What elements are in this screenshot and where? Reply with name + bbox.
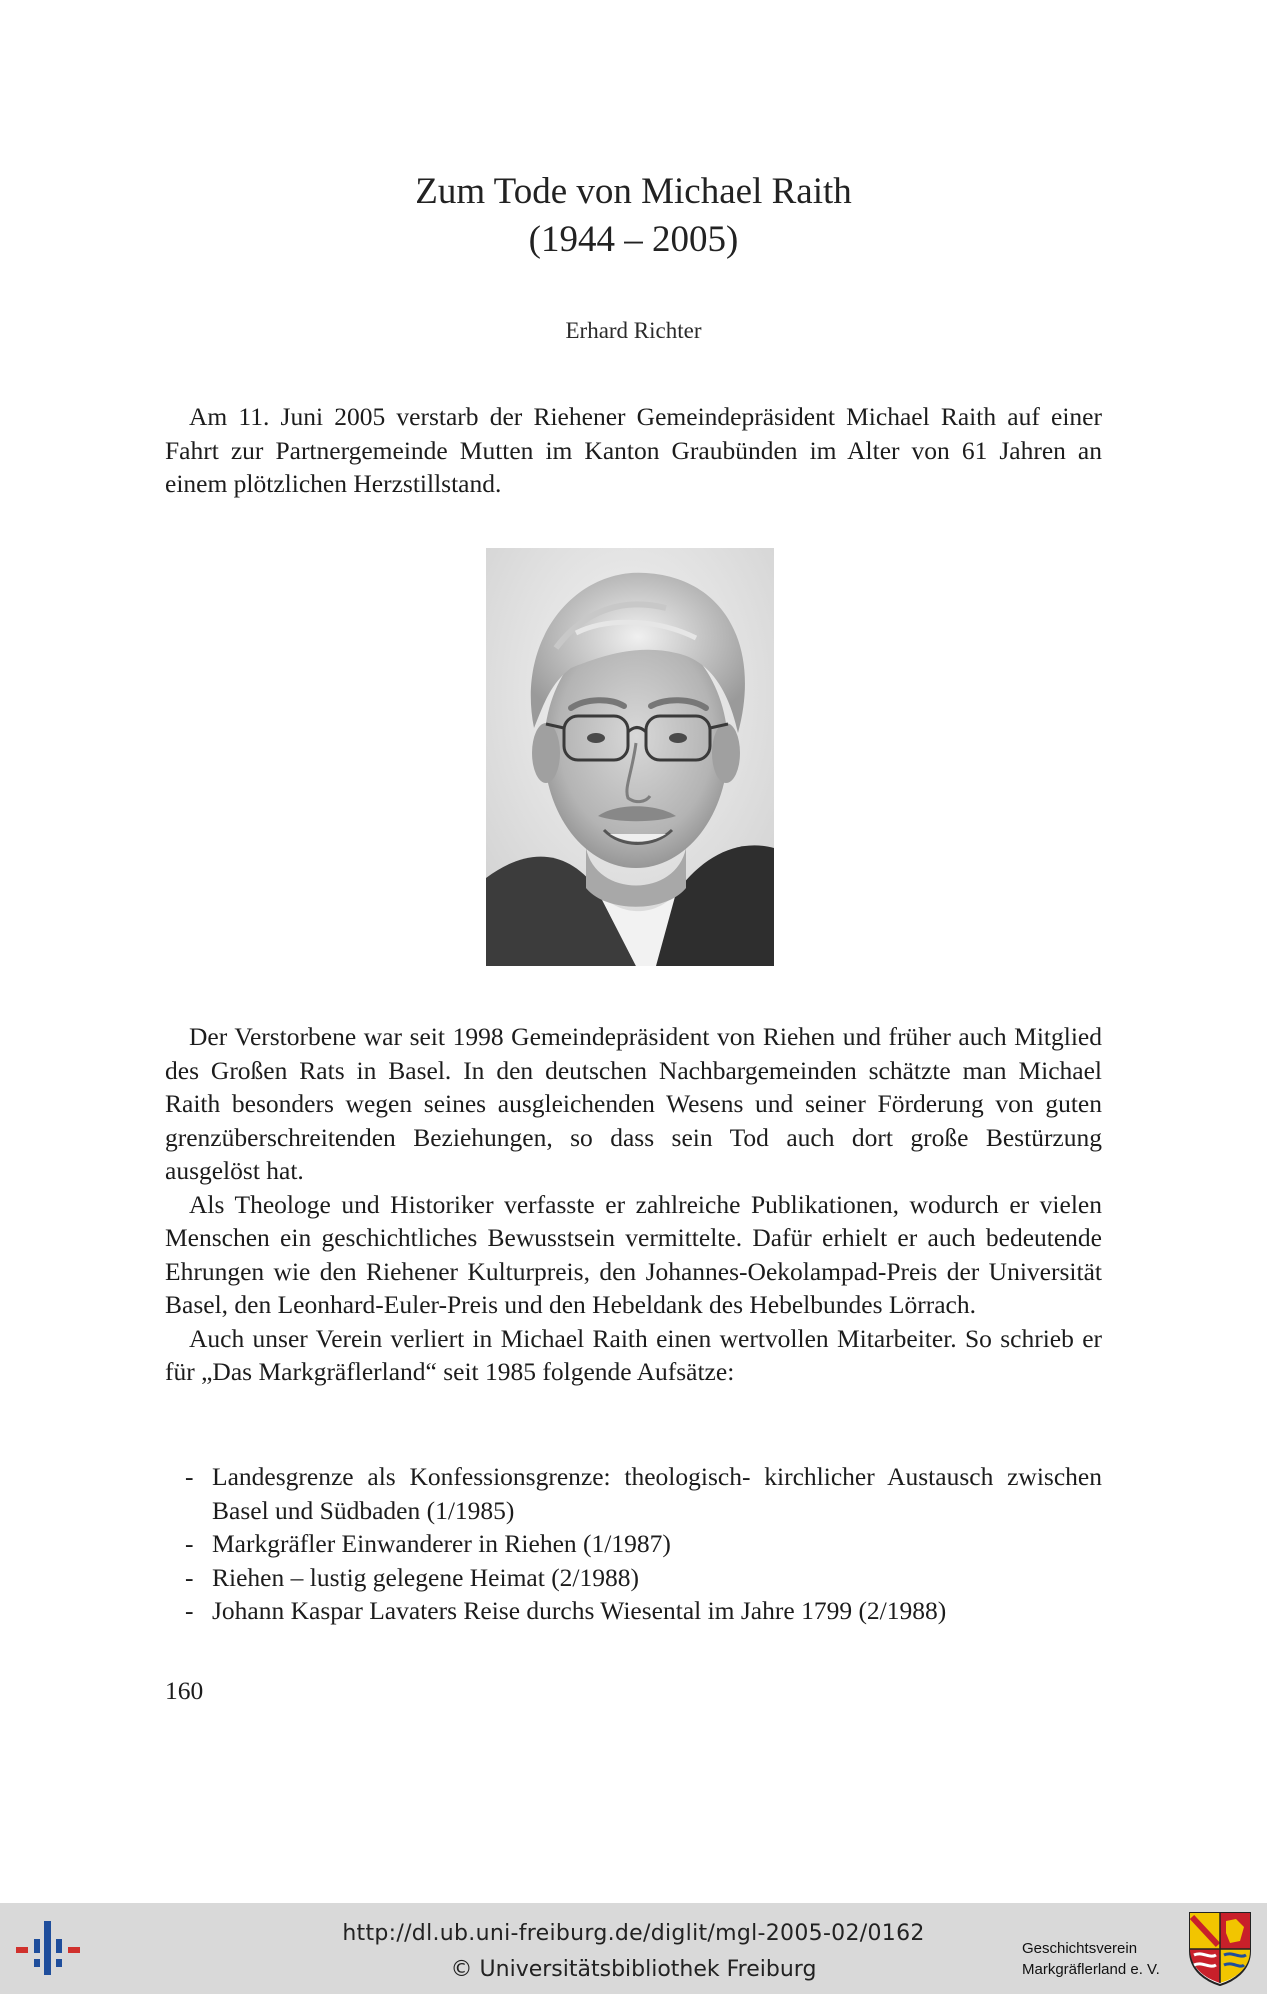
article-list bbox=[185, 1460, 1102, 1628]
copyright-notice: © Universitätsbibliothek Freiburg bbox=[450, 1957, 817, 1982]
main-text bbox=[165, 1020, 1102, 1389]
list-item: - Johann Kaspar Lavaters Reise durchs Wiesental im Jahre 1799 (2/1988) bbox=[185, 1594, 1102, 1628]
intro-paragraph bbox=[165, 400, 1102, 501]
list-item: - Riehen – lustig gelegene Heimat (2/1988) bbox=[185, 1561, 1102, 1595]
list-item: - Markgräfler Einwanderer in Riehen (1/1987) bbox=[185, 1527, 1102, 1561]
society-line-1: Geschichtsverein bbox=[1022, 1940, 1138, 1957]
paragraph-society: Auch unser Verein verliert in Michael Raith einen wertvollen Mitarbeiter. So schrieb er für „Das Markgräflerland“ seit 1985 folgende Aufsätze: bbox=[165, 1323, 1102, 1386]
title-line-1: Zum Tode von Michael Raith bbox=[415, 171, 852, 212]
paragraph-career: Der Verstorbene war seit 1998 Gemeindepräsident von Riehen und früher auch Mitglied des Großen Rats in Basel. In den deutschen Nachbargemeinden schätzte man Michael Raith besonders wegen seines ausgleichenden Wesens und seiner Förderung von guten grenzüberschreitenden Beziehungen, so dass sein Tod auch dort große Bestürzung ausgelöst hat. bbox=[165, 1022, 1102, 1185]
list-item: - Landesgrenze als Konfessionsgrenze: theologisch- kirchlicher Austausch zwischen Basel und Südbaden (1/1985) bbox=[185, 1460, 1102, 1527]
article-title bbox=[0, 168, 1267, 264]
page-number: 160 bbox=[165, 1676, 204, 1705]
title-line-2: (1944 – 2005) bbox=[528, 219, 739, 260]
society-name bbox=[1022, 1938, 1160, 1980]
author-name: Erhard Richter bbox=[565, 318, 702, 343]
intro-text: Am 11. Juni 2005 verstarb der Riehener Gemeindepräsident Michael Raith auf einer Fahrt zur Partnergemeinde Mutten im Kanton Graubünden im Alter von 61 Jahren an einem plötzlichen Herzstillstand. bbox=[165, 402, 1102, 498]
society-line-2: Markgräflerland e. V. bbox=[1022, 1961, 1160, 1978]
source-url-link[interactable]: http://dl.ub.uni-freiburg.de/diglit/mgl-2005-02/0162 bbox=[342, 1921, 925, 1946]
coat-of-arms-icon[interactable] bbox=[1188, 1911, 1252, 1987]
paragraph-publications: Als Theologe und Historiker verfasste er zahlreiche Publikationen, wodurch er vielen Menschen ein geschichtliches Bewusstsein vermittelte. Dafür erhielt er auch bedeutende Ehrungen wie den Riehener Kulturpreis, den Johannes-Oekolampad-Preis der Universität Basel, den Leonhard-Euler-Preis und den Hebeldank des Hebelbundes Lörrach. bbox=[165, 1189, 1102, 1319]
footer-bar bbox=[0, 1903, 1267, 1994]
portrait-photo bbox=[486, 548, 774, 966]
